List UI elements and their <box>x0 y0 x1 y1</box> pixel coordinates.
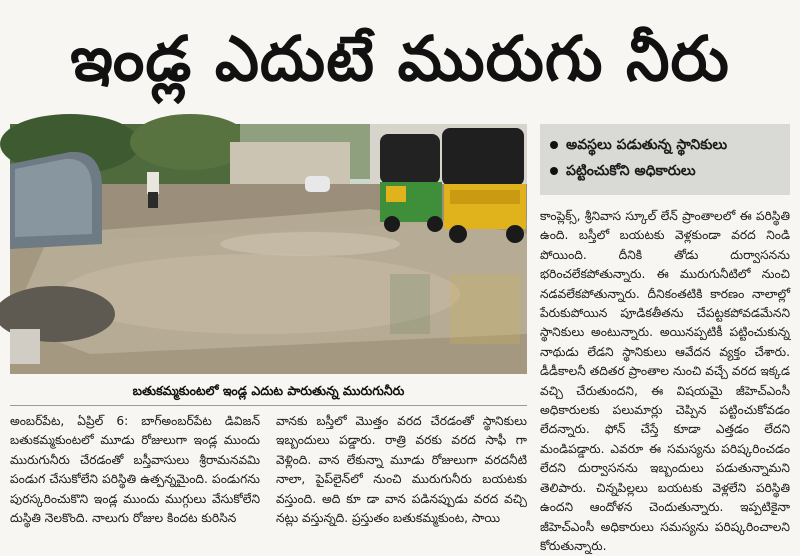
bullet-text: పట్టించుకోని అధికారులు <box>566 163 696 179</box>
highlight-box <box>540 124 790 195</box>
article-paragraph: కాంప్లెక్స్, శ్రీనివాస స్కూల్ లేన్ ప్రాంతాలలో ఈ పరిస్థితి ఉంది. బస్తీలో బయటకు వెళ్లకుండా వరద నిండి పోయింది. దీనికి తోడు దుర్వాసనను భరించలేకపోతున్నారు. ఈ మురుగునీటిలో నుంచి నడవలేకపోతున్నారు. దీనికంతటికి కారణం నాలాల్లో పేరుకుపోయిన పూడికతీతను చేపట్టకపోవడమేనని స్థానికులు అంటున్నారు. అయినప్పటికీ పట్టించుకున్న నాథుడు లేడని స్థానికులు ఆవేదన వ్యక్తం చేశారు. డీడీకాలనీ తదితర ప్రాంతాల నుంచి వచ్చే వరద ఇక్కడ వచ్చి చేరుతుందని, ఈ విషయమై జీహెచ్‌ఎంసీ అధికారులకు పలుమార్లు చెప్పిన పట్టించుకోవడం లేదన్నారు. ఫోన్ చేస్తే కూడా ఎత్తడం లేదని మండిపడ్డారు. ఎవరూ ఈ సమస్యను పరిష్కరించడం లేదని దుర్వాసనను ఇబ్బందులు పడుతున్నామని తెలిపారు. చిన్నపిల్లలు బయటకు వెళ్లలేని పరిస్థితి ఉందని ఆందోళన చెందుతున్నారు. ఇప్పటికైనా జీహెచ్‌ఎంసీ అధికారులు సమస్యను పరిష్కరించాలని కోరుతున్నారు. <box>540 209 790 553</box>
caption-divider <box>10 405 527 406</box>
article-column-right <box>540 207 790 553</box>
article-paragraph: వానకు బస్తీలో మొత్తం వరద చేరడంతో స్థానికులు ఇబ్బందులు పడ్డారు. రాత్రి వరకు వరద సాఫీ గా వెళ్లింది. వాన లేకున్నా మూడు రోజులుగా వరదనీటి నాలా, పైప్‌లైన్‌లో నుంచి మురుగునీరు బయటకు వస్తుంది. అది కూ డా వాన పడినప్పుడు వరద వచ్చి నట్లు వస్తున్నది. ప్రస్తుతం బతుకమ్మకుంట, సాయి <box>276 414 527 526</box>
headline: ఇండ్ల ఎదుటే మురుగు నీరు <box>70 22 730 95</box>
article-paragraph: అంబర్‌పేట, ఏప్రిల్ 6: బాగ్అంబర్‌పేట డివిజన్ బతుకమ్మకుంటలో మూడు రోజులుగా ఇండ్ల ముందు మురుగునీరు చేరడంతో బస్తీవాసులు శ్రీరామనవమి పండుగ చేసుకోలేని పరిస్థితి ఉత్పన్నమైంది. పండుగను పురస్కరించుకొని ఇండ్ల ముందు ముగ్గులు వేసుకోలేని దుస్థితి నెలకొంది. నాలుగు రోజుల కిందట కురిసిన <box>10 414 260 526</box>
highlight-bullet <box>550 132 780 158</box>
bullet-text: అవస్థలు పడుతున్న స్థానికులు <box>566 137 728 153</box>
highlight-bullet <box>550 158 780 184</box>
news-photo <box>10 124 527 374</box>
flooded-street-illustration <box>10 124 527 374</box>
bullet-dot-icon <box>550 141 558 149</box>
bullet-dot-icon <box>550 167 558 175</box>
article-column-middle <box>276 412 527 538</box>
photo-caption: బతుకమ్మకుంటలో ఇండ్ల ఎదుట పారుతున్న మురుగునీరు <box>132 383 405 398</box>
article-column-left <box>10 412 260 538</box>
